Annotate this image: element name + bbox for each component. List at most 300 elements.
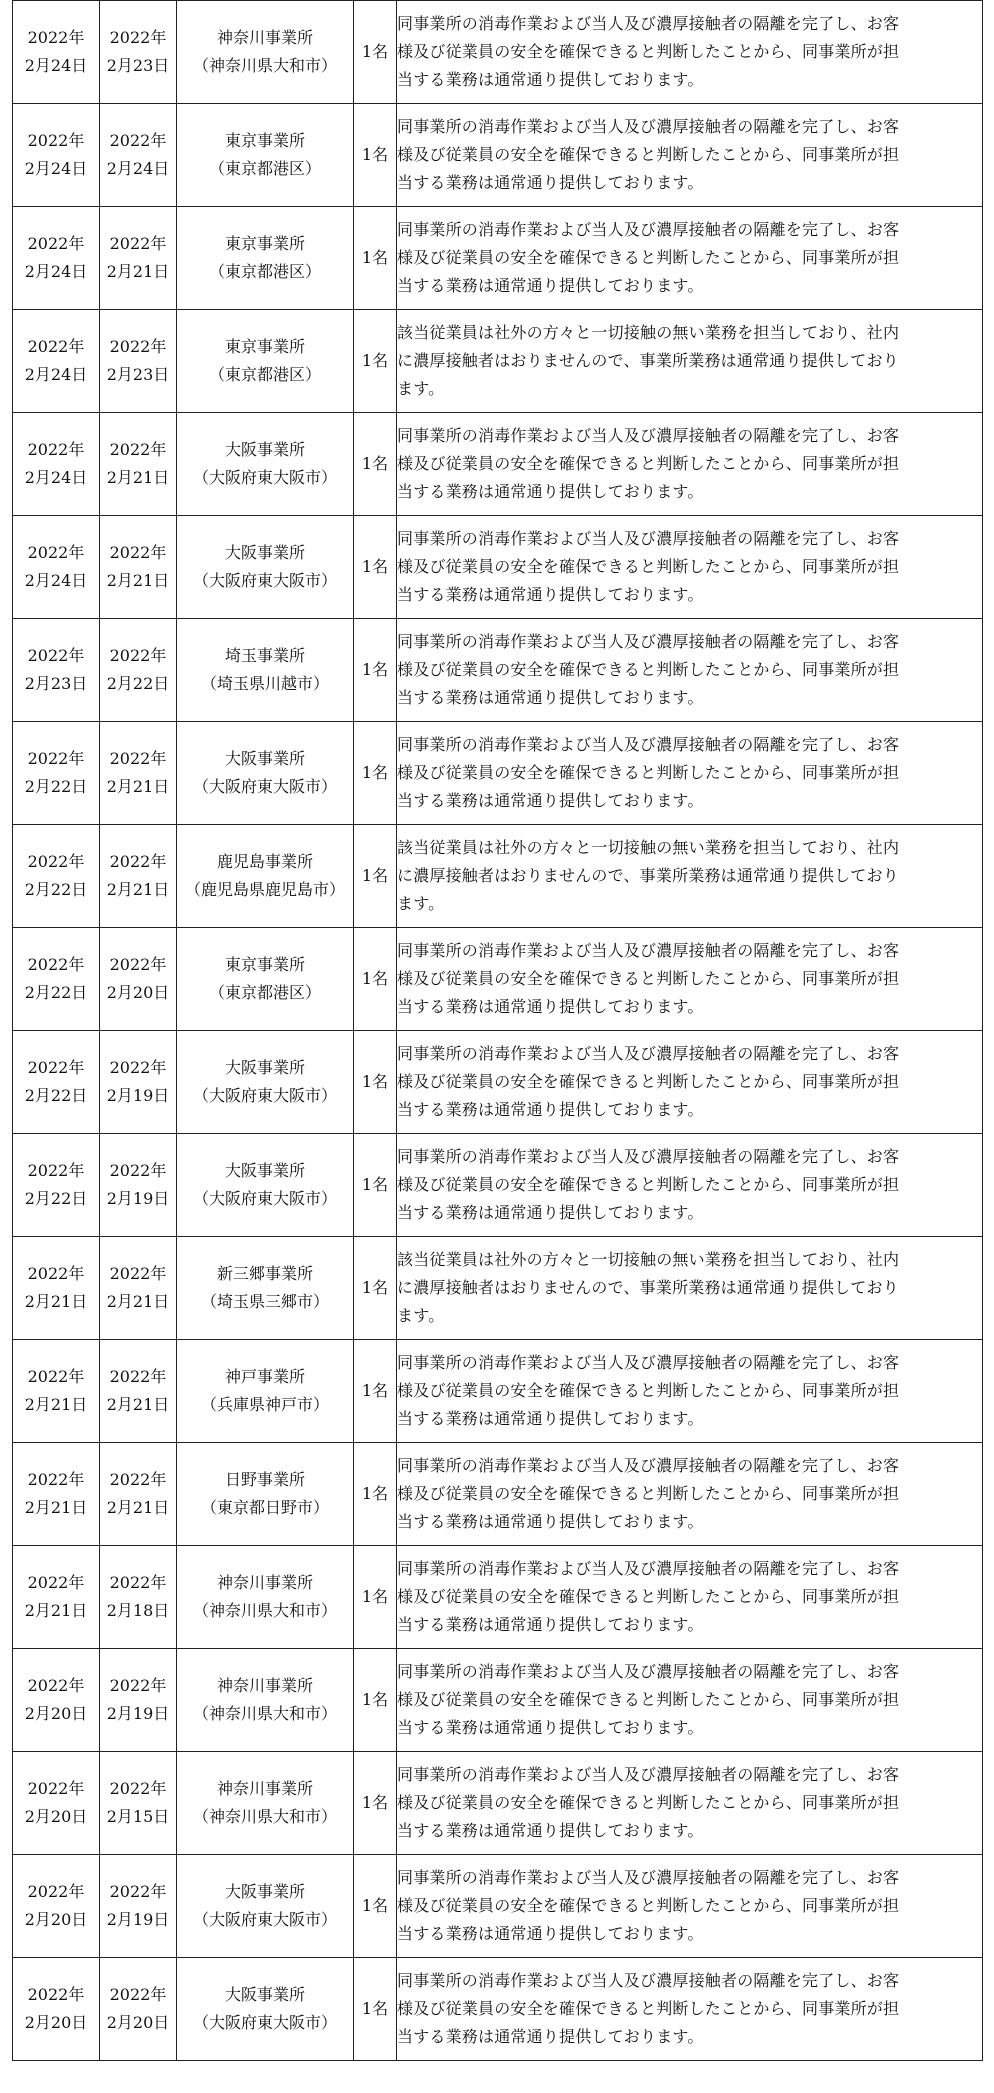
- status-note-line-2: 様及び従業員の安全を確保できると判断したことから、同事業所が担: [397, 1587, 900, 1606]
- status-note-line-3: 当する業務は通常通り提供しております。: [397, 1718, 704, 1737]
- report-date-year: 2022年: [27, 1058, 85, 1077]
- person-count: 1名: [361, 42, 389, 61]
- confirmed-date-cell: [100, 1, 177, 104]
- infection-report-table: [12, 0, 983, 2061]
- office-location: （兵庫県神戸市）: [200, 1395, 329, 1414]
- confirmed-date-cell: [100, 1546, 177, 1649]
- table-row: [13, 413, 983, 516]
- status-note-line-3: 当する業務は通常通り提供しております。: [397, 1100, 704, 1119]
- report-date-year: 2022年: [27, 852, 85, 871]
- report-date-year: 2022年: [27, 1882, 85, 1901]
- status-note-cell: [397, 1855, 983, 1958]
- office-location: （東京都港区）: [208, 159, 321, 178]
- office-name: 鹿児島事業所: [216, 852, 313, 871]
- report-date-year: 2022年: [27, 1470, 85, 1489]
- table-row: [13, 104, 983, 207]
- confirmed-date-day: 2月23日: [106, 365, 170, 384]
- confirmed-date-cell: [100, 825, 177, 928]
- office-location: （鹿児島県鹿児島市）: [184, 880, 345, 899]
- confirmed-date-day: 2月21日: [106, 262, 170, 281]
- confirmed-date-cell: [100, 928, 177, 1031]
- status-note-line-2: 様及び従業員の安全を確保できると判断したことから、同事業所が担: [397, 1999, 900, 2018]
- report-date-cell: [13, 1649, 100, 1752]
- count-cell: [354, 1649, 397, 1752]
- count-cell: [354, 310, 397, 413]
- table-row: [13, 1134, 983, 1237]
- status-note-line-2: 様及び従業員の安全を確保できると判断したことから、同事業所が担: [397, 1484, 900, 1503]
- person-count: 1名: [361, 660, 389, 679]
- status-note-cell: [397, 1, 983, 104]
- status-note-line-2: に濃厚接触者はおりませんので、事業所業務は通常通り提供しており: [397, 351, 899, 370]
- office-name: 東京事業所: [224, 131, 305, 150]
- report-date-day: 2月21日: [24, 1498, 88, 1517]
- report-date-day: 2月24日: [24, 56, 88, 75]
- confirmed-date-cell: [100, 516, 177, 619]
- status-note-cell: [397, 310, 983, 413]
- confirmed-date-year: 2022年: [109, 337, 167, 356]
- office-name: 神奈川事業所: [216, 1676, 313, 1695]
- report-date-cell: [13, 1237, 100, 1340]
- status-note-line-3: 当する業務は通常通り提供しております。: [397, 1512, 704, 1531]
- office-name: 大阪事業所: [224, 440, 305, 459]
- person-count: 1名: [361, 1484, 389, 1503]
- office-name: 大阪事業所: [224, 749, 305, 768]
- office-cell: [177, 1, 354, 104]
- count-cell: [354, 1, 397, 104]
- confirmed-date-day: 2月19日: [106, 1910, 170, 1929]
- confirmed-date-year: 2022年: [109, 1985, 167, 2004]
- office-cell: [177, 928, 354, 1031]
- table-row: [13, 1752, 983, 1855]
- status-note-line-1: 同事業所の消毒作業および当人及び濃厚接触者の隔離を完了し、お客: [397, 1765, 900, 1784]
- status-note-line-2: 様及び従業員の安全を確保できると判断したことから、同事業所が担: [397, 1793, 900, 1812]
- office-location: （神奈川県大和市）: [192, 1704, 337, 1723]
- report-date-day: 2月24日: [24, 262, 88, 281]
- status-note-line-1: 同事業所の消毒作業および当人及び濃厚接触者の隔離を完了し、お客: [397, 1868, 900, 1887]
- report-date-day: 2月20日: [24, 1807, 88, 1826]
- table-row: [13, 1, 983, 104]
- person-count: 1名: [361, 1072, 389, 1091]
- report-date-cell: [13, 413, 100, 516]
- confirmed-date-day: 2月24日: [106, 159, 170, 178]
- status-note-line-1: 該当従業員は社外の方々と一切接触の無い業務を担当しており、社内: [397, 1250, 900, 1269]
- status-note-line-3: 当する業務は通常通り提供しております。: [397, 173, 704, 192]
- status-note-line-1: 同事業所の消毒作業および当人及び濃厚接触者の隔離を完了し、お客: [397, 735, 900, 754]
- confirmed-date-cell: [100, 413, 177, 516]
- count-cell: [354, 825, 397, 928]
- office-location: （大阪府東大阪市）: [192, 2013, 337, 2032]
- count-cell: [354, 1855, 397, 1958]
- count-cell: [354, 1340, 397, 1443]
- table-row: [13, 1546, 983, 1649]
- count-cell: [354, 413, 397, 516]
- report-date-day: 2月20日: [24, 1910, 88, 1929]
- status-note-line-2: 様及び従業員の安全を確保できると判断したことから、同事業所が担: [397, 763, 900, 782]
- office-cell: [177, 1649, 354, 1752]
- status-note-cell: [397, 1752, 983, 1855]
- confirmed-date-cell: [100, 722, 177, 825]
- confirmed-date-day: 2月18日: [106, 1601, 170, 1620]
- confirmed-date-year: 2022年: [109, 955, 167, 974]
- status-note-line-2: 様及び従業員の安全を確保できると判断したことから、同事業所が担: [397, 1690, 900, 1709]
- status-note-line-2: 様及び従業員の安全を確保できると判断したことから、同事業所が担: [397, 42, 900, 61]
- office-location: （大阪府東大阪市）: [192, 468, 337, 487]
- status-note-line-2: に濃厚接触者はおりませんので、事業所業務は通常通り提供しており: [397, 1278, 899, 1297]
- confirmed-date-year: 2022年: [109, 1161, 167, 1180]
- status-note-line-1: 同事業所の消毒作業および当人及び濃厚接触者の隔離を完了し、お客: [397, 529, 900, 548]
- confirmed-date-day: 2月20日: [106, 2013, 170, 2032]
- status-note-cell: [397, 104, 983, 207]
- person-count: 1名: [361, 1587, 389, 1606]
- status-note-cell: [397, 825, 983, 928]
- status-note-cell: [397, 722, 983, 825]
- confirmed-date-day: 2月21日: [106, 777, 170, 796]
- report-date-cell: [13, 1855, 100, 1958]
- office-cell: [177, 1958, 354, 2061]
- status-note-line-3: 当する業務は通常通り提供しております。: [397, 585, 704, 604]
- status-note-line-3: 当する業務は通常通り提供しております。: [397, 1821, 704, 1840]
- table-row: [13, 516, 983, 619]
- status-note-line-3: 当する業務は通常通り提供しております。: [397, 1409, 704, 1428]
- confirmed-date-cell: [100, 1031, 177, 1134]
- confirmed-date-year: 2022年: [109, 1367, 167, 1386]
- table-row: [13, 722, 983, 825]
- report-date-cell: [13, 104, 100, 207]
- status-note-cell: [397, 1546, 983, 1649]
- person-count: 1名: [361, 351, 389, 370]
- status-note-line-3: 当する業務は通常通り提供しております。: [397, 1203, 704, 1222]
- office-name: 神奈川事業所: [216, 1779, 313, 1798]
- office-cell: [177, 1340, 354, 1443]
- office-name: 東京事業所: [224, 955, 305, 974]
- report-date-day: 2月22日: [24, 1189, 88, 1208]
- confirmed-date-day: 2月21日: [106, 1395, 170, 1414]
- report-date-cell: [13, 1340, 100, 1443]
- report-date-day: 2月22日: [24, 983, 88, 1002]
- table-row: [13, 1855, 983, 1958]
- status-note-line-3: 当する業務は通常通り提供しております。: [397, 791, 704, 810]
- person-count: 1名: [361, 969, 389, 988]
- office-location: （東京都港区）: [208, 262, 321, 281]
- office-cell: [177, 104, 354, 207]
- status-note-cell: [397, 928, 983, 1031]
- confirmed-date-day: 2月19日: [106, 1704, 170, 1723]
- status-note-line-2: 様及び従業員の安全を確保できると判断したことから、同事業所が担: [397, 1381, 900, 1400]
- office-name: 東京事業所: [224, 234, 305, 253]
- status-note-line-1: 同事業所の消毒作業および当人及び濃厚接触者の隔離を完了し、お客: [397, 220, 900, 239]
- report-date-year: 2022年: [27, 131, 85, 150]
- report-date-cell: [13, 1443, 100, 1546]
- report-date-day: 2月22日: [24, 1086, 88, 1105]
- report-date-cell: [13, 1134, 100, 1237]
- status-note-line-1: 同事業所の消毒作業および当人及び濃厚接触者の隔離を完了し、お客: [397, 426, 900, 445]
- report-date-day: 2月22日: [24, 777, 88, 796]
- confirmed-date-cell: [100, 1752, 177, 1855]
- office-cell: [177, 413, 354, 516]
- office-location: （大阪府東大阪市）: [192, 571, 337, 590]
- count-cell: [354, 1958, 397, 2061]
- office-cell: [177, 619, 354, 722]
- status-note-cell: [397, 1340, 983, 1443]
- status-note-line-1: 該当従業員は社外の方々と一切接触の無い業務を担当しており、社内: [397, 323, 900, 342]
- status-note-cell: [397, 1443, 983, 1546]
- status-note-line-1: 該当従業員は社外の方々と一切接触の無い業務を担当しており、社内: [397, 838, 900, 857]
- office-cell: [177, 1443, 354, 1546]
- status-note-cell: [397, 1237, 983, 1340]
- confirmed-date-cell: [100, 104, 177, 207]
- office-name: 東京事業所: [224, 337, 305, 356]
- report-date-cell: [13, 1752, 100, 1855]
- status-note-line-1: 同事業所の消毒作業および当人及び濃厚接触者の隔離を完了し、お客: [397, 14, 900, 33]
- confirmed-date-year: 2022年: [109, 1779, 167, 1798]
- confirmed-date-day: 2月19日: [106, 1086, 170, 1105]
- status-note-line-3: ます。: [397, 379, 445, 398]
- table-row: [13, 619, 983, 722]
- person-count: 1名: [361, 763, 389, 782]
- table-row: [13, 825, 983, 928]
- count-cell: [354, 1443, 397, 1546]
- report-date-day: 2月24日: [24, 571, 88, 590]
- person-count: 1名: [361, 1175, 389, 1194]
- status-note-line-3: ます。: [397, 894, 445, 913]
- status-note-cell: [397, 207, 983, 310]
- status-note-cell: [397, 1958, 983, 2061]
- office-cell: [177, 722, 354, 825]
- report-date-day: 2月21日: [24, 1292, 88, 1311]
- status-note-line-3: 当する業務は通常通り提供しております。: [397, 2027, 704, 2046]
- status-note-line-3: ます。: [397, 1306, 445, 1325]
- status-note-line-1: 同事業所の消毒作業および当人及び濃厚接触者の隔離を完了し、お客: [397, 1662, 900, 1681]
- status-note-line-1: 同事業所の消毒作業および当人及び濃厚接触者の隔離を完了し、お客: [397, 1971, 900, 1990]
- status-note-cell: [397, 413, 983, 516]
- office-location: （東京都港区）: [208, 983, 321, 1002]
- report-date-year: 2022年: [27, 1676, 85, 1695]
- person-count: 1名: [361, 1381, 389, 1400]
- confirmed-date-year: 2022年: [109, 1882, 167, 1901]
- count-cell: [354, 928, 397, 1031]
- report-date-day: 2月24日: [24, 159, 88, 178]
- person-count: 1名: [361, 1690, 389, 1709]
- office-location: （神奈川県大和市）: [192, 56, 337, 75]
- office-location: （東京都日野市）: [200, 1498, 329, 1517]
- report-date-day: 2月21日: [24, 1395, 88, 1414]
- report-date-year: 2022年: [27, 1779, 85, 1798]
- confirmed-date-day: 2月21日: [106, 1498, 170, 1517]
- person-count: 1名: [361, 248, 389, 267]
- office-name: 大阪事業所: [224, 543, 305, 562]
- office-cell: [177, 516, 354, 619]
- count-cell: [354, 104, 397, 207]
- confirmed-date-year: 2022年: [109, 749, 167, 768]
- report-date-year: 2022年: [27, 234, 85, 253]
- report-date-year: 2022年: [27, 1985, 85, 2004]
- table-row: [13, 1237, 983, 1340]
- office-location: （大阪府東大阪市）: [192, 777, 337, 796]
- office-name: 新三郷事業所: [216, 1264, 313, 1283]
- status-note-cell: [397, 1649, 983, 1752]
- office-location: （埼玉県三郷市）: [200, 1292, 329, 1311]
- report-date-cell: [13, 1546, 100, 1649]
- report-date-year: 2022年: [27, 543, 85, 562]
- person-count: 1名: [361, 1278, 389, 1297]
- status-note-line-2: 様及び従業員の安全を確保できると判断したことから、同事業所が担: [397, 557, 900, 576]
- confirmed-date-year: 2022年: [109, 1573, 167, 1592]
- report-date-year: 2022年: [27, 1264, 85, 1283]
- status-note-cell: [397, 1031, 983, 1134]
- office-location: （神奈川県大和市）: [192, 1601, 337, 1620]
- office-cell: [177, 1134, 354, 1237]
- office-cell: [177, 310, 354, 413]
- confirmed-date-cell: [100, 1340, 177, 1443]
- office-cell: [177, 1237, 354, 1340]
- report-date-cell: [13, 310, 100, 413]
- person-count: 1名: [361, 1999, 389, 2018]
- confirmed-date-day: 2月23日: [106, 56, 170, 75]
- office-location: （東京都港区）: [208, 365, 321, 384]
- report-date-day: 2月20日: [24, 2013, 88, 2032]
- count-cell: [354, 1752, 397, 1855]
- status-note-line-1: 同事業所の消毒作業および当人及び濃厚接触者の隔離を完了し、お客: [397, 632, 900, 651]
- report-date-cell: [13, 825, 100, 928]
- report-date-day: 2月21日: [24, 1601, 88, 1620]
- count-cell: [354, 1134, 397, 1237]
- office-location: （大阪府東大阪市）: [192, 1910, 337, 1929]
- confirmed-date-cell: [100, 207, 177, 310]
- status-note-line-2: 様及び従業員の安全を確保できると判断したことから、同事業所が担: [397, 1896, 900, 1915]
- confirmed-date-year: 2022年: [109, 440, 167, 459]
- status-note-line-1: 同事業所の消毒作業および当人及び濃厚接触者の隔離を完了し、お客: [397, 117, 900, 136]
- report-date-cell: [13, 1, 100, 104]
- confirmed-date-day: 2月22日: [106, 674, 170, 693]
- status-note-line-3: 当する業務は通常通り提供しております。: [397, 482, 704, 501]
- status-note-line-1: 同事業所の消毒作業および当人及び濃厚接触者の隔離を完了し、お客: [397, 1559, 900, 1578]
- report-date-day: 2月23日: [24, 674, 88, 693]
- confirmed-date-day: 2月20日: [106, 983, 170, 1002]
- status-note-line-1: 同事業所の消毒作業および当人及び濃厚接触者の隔離を完了し、お客: [397, 1044, 900, 1063]
- office-location: （大阪府東大阪市）: [192, 1086, 337, 1105]
- person-count: 1名: [361, 557, 389, 576]
- status-note-cell: [397, 619, 983, 722]
- status-note-line-2: 様及び従業員の安全を確保できると判断したことから、同事業所が担: [397, 145, 900, 164]
- report-date-year: 2022年: [27, 440, 85, 459]
- confirmed-date-cell: [100, 310, 177, 413]
- confirmed-date-cell: [100, 1134, 177, 1237]
- count-cell: [354, 207, 397, 310]
- report-date-year: 2022年: [27, 1161, 85, 1180]
- status-note-line-2: 様及び従業員の安全を確保できると判断したことから、同事業所が担: [397, 1175, 900, 1194]
- office-cell: [177, 825, 354, 928]
- status-note-line-1: 同事業所の消毒作業および当人及び濃厚接触者の隔離を完了し、お客: [397, 1147, 900, 1166]
- confirmed-date-year: 2022年: [109, 1264, 167, 1283]
- confirmed-date-year: 2022年: [109, 234, 167, 253]
- office-name: 大阪事業所: [224, 1985, 305, 2004]
- count-cell: [354, 1031, 397, 1134]
- confirmed-date-year: 2022年: [109, 1470, 167, 1489]
- count-cell: [354, 1546, 397, 1649]
- status-note-line-2: 様及び従業員の安全を確保できると判断したことから、同事業所が担: [397, 454, 900, 473]
- report-date-cell: [13, 928, 100, 1031]
- report-date-year: 2022年: [27, 337, 85, 356]
- report-date-year: 2022年: [27, 955, 85, 974]
- table-row: [13, 1031, 983, 1134]
- count-cell: [354, 1237, 397, 1340]
- office-name: 大阪事業所: [224, 1882, 305, 1901]
- confirmed-date-day: 2月21日: [106, 571, 170, 590]
- confirmed-date-cell: [100, 1443, 177, 1546]
- confirmed-date-cell: [100, 619, 177, 722]
- confirmed-date-year: 2022年: [109, 1676, 167, 1695]
- confirmed-date-year: 2022年: [109, 131, 167, 150]
- office-name: 大阪事業所: [224, 1161, 305, 1180]
- table-row: [13, 310, 983, 413]
- table-row: [13, 207, 983, 310]
- confirmed-date-day: 2月15日: [106, 1807, 170, 1826]
- report-date-cell: [13, 1958, 100, 2061]
- status-note-line-1: 同事業所の消毒作業および当人及び濃厚接触者の隔離を完了し、お客: [397, 941, 900, 960]
- table-row: [13, 1340, 983, 1443]
- confirmed-date-year: 2022年: [109, 543, 167, 562]
- office-cell: [177, 1855, 354, 1958]
- office-location: （神奈川県大和市）: [192, 1807, 337, 1826]
- report-date-year: 2022年: [27, 1573, 85, 1592]
- office-name: 神戸事業所: [224, 1367, 305, 1386]
- status-note-line-3: 当する業務は通常通り提供しております。: [397, 1615, 704, 1634]
- confirmed-date-day: 2月21日: [106, 468, 170, 487]
- report-date-year: 2022年: [27, 646, 85, 665]
- confirmed-date-cell: [100, 1855, 177, 1958]
- status-note-line-1: 同事業所の消毒作業および当人及び濃厚接触者の隔離を完了し、お客: [397, 1353, 900, 1372]
- report-date-day: 2月24日: [24, 365, 88, 384]
- office-cell: [177, 1752, 354, 1855]
- office-location: （埼玉県川越市）: [200, 674, 329, 693]
- table-row: [13, 1958, 983, 2061]
- report-date-year: 2022年: [27, 749, 85, 768]
- status-note-cell: [397, 1134, 983, 1237]
- report-date-day: 2月20日: [24, 1704, 88, 1723]
- confirmed-date-year: 2022年: [109, 28, 167, 47]
- report-date-cell: [13, 1031, 100, 1134]
- confirmed-date-year: 2022年: [109, 1058, 167, 1077]
- confirmed-date-day: 2月21日: [106, 880, 170, 899]
- report-date-day: 2月22日: [24, 880, 88, 899]
- report-date-year: 2022年: [27, 1367, 85, 1386]
- report-date-year: 2022年: [27, 28, 85, 47]
- status-note-line-3: 当する業務は通常通り提供しております。: [397, 1924, 704, 1943]
- status-note-line-3: 当する業務は通常通り提供しております。: [397, 276, 704, 295]
- status-note-line-3: 当する業務は通常通り提供しております。: [397, 997, 704, 1016]
- person-count: 1名: [361, 454, 389, 473]
- status-note-line-2: 様及び従業員の安全を確保できると判断したことから、同事業所が担: [397, 969, 900, 988]
- status-note-line-3: 当する業務は通常通り提供しております。: [397, 688, 704, 707]
- confirmed-date-year: 2022年: [109, 646, 167, 665]
- count-cell: [354, 722, 397, 825]
- count-cell: [354, 516, 397, 619]
- status-note-line-2: 様及び従業員の安全を確保できると判断したことから、同事業所が担: [397, 660, 900, 679]
- person-count: 1名: [361, 866, 389, 885]
- table-row: [13, 1443, 983, 1546]
- confirmed-date-cell: [100, 1649, 177, 1752]
- person-count: 1名: [361, 145, 389, 164]
- office-name: 神奈川事業所: [216, 28, 313, 47]
- status-note-line-1: 同事業所の消毒作業および当人及び濃厚接触者の隔離を完了し、お客: [397, 1456, 900, 1475]
- person-count: 1名: [361, 1896, 389, 1915]
- report-date-cell: [13, 722, 100, 825]
- status-note-line-2: に濃厚接触者はおりませんので、事業所業務は通常通り提供しており: [397, 866, 899, 885]
- count-cell: [354, 619, 397, 722]
- person-count: 1名: [361, 1793, 389, 1812]
- report-date-day: 2月24日: [24, 468, 88, 487]
- office-location: （大阪府東大阪市）: [192, 1189, 337, 1208]
